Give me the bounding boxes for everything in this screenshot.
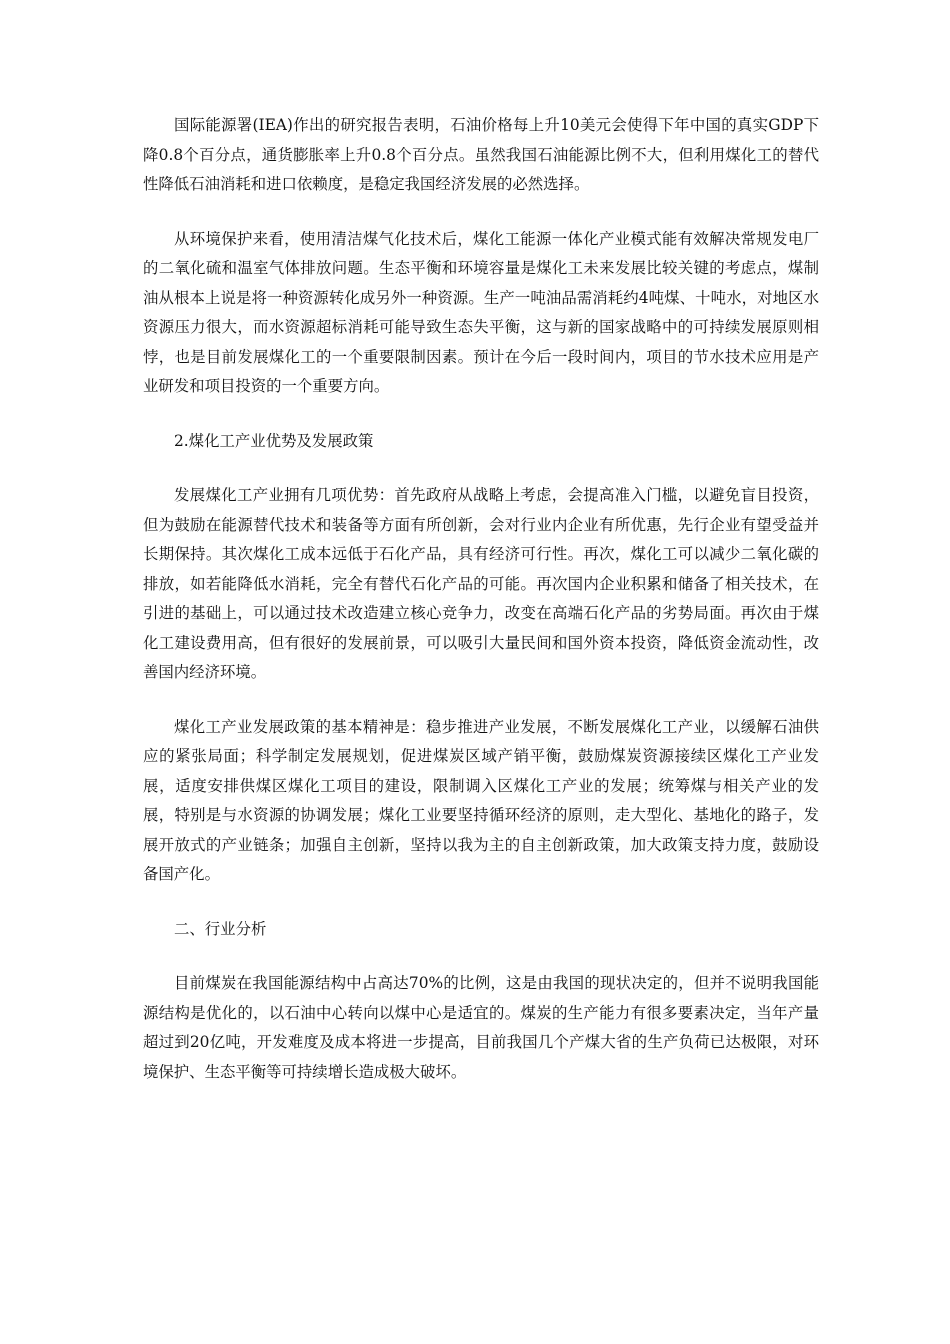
paragraph-policy: 煤化工产业发展政策的基本精神是：稳步推进产业发展，不断发展煤化工产业，以缓解石油供应的紧张局面；科学制定发展规划，促进煤炭区域产销平衡，鼓励煤炭资源接续区煤化工产业发展，适度安排供煤区煤化工项目的建设，限制调入区煤化工产业的发展；统筹煤与相关产业的发展，特别是与水资源的协调发展；煤化工业要坚持循环经济的原则，走大型化、基地化的路子，发展开放式的产业链条；加强自主创新，坚持以我为主的自主创新政策，加大政策支持力度，鼓励设备国产化。 [143,717,819,883]
paragraph-iea-oil-price: 国际能源署(IEA)作出的研究报告表明，石油价格每上升10美元会使得下年中国的真实GDP下降0.8个百分点，通货膨胀率上升0.8个百分点。虽然我国石油能源比例不大，但利用煤化工的替代性降低石油消耗和进口依赖度，是稳定我国经济发展的必然选择。 [143,116,819,193]
paragraph-advantages: 发展煤化工产业拥有几项优势：首先政府从战略上考虑，会提高准入门槛，以避免盲目投资，但为鼓励在能源替代技术和装备等方面有所创新，会对行业内企业有所优惠，先行企业有望受益并长期保持。其次煤化工成本远低于石化产品，具有经济可行性。再次，煤化工可以减少二氧化碳的排放，如若能降低水消耗，完全有替代石化产品的可能。再次国内企业积累和储备了相关技术，在引进的基础上，可以通过技术改造建立核心竞争力，改变在高端石化产品的劣势局面。再次由于煤化工建设费用高，但有很好的发展前景，可以吸引大量民间和国外资本投资，降低资金流动性，改善国内经济环境。 [143,486,819,681]
document-body [143,111,819,1112]
section-heading-industry-analysis: 二、行业分析 [174,919,267,938]
section-heading-advantages-policy: 2.煤化工产业优势及发展政策 [174,431,374,450]
paragraph-environment: 从环境保护来看，使用清洁煤气化技术后，煤化工能源一体化产业模式能有效解决常规发电厂的二氧化硫和温室气体排放问题。生态平衡和环境容量是煤化工未来发展比较关键的考虑点，煤制油从根本上说是将一种资源转化成另外一种资源。生产一吨油品需消耗约4吨煤、十吨水，对地区水资源压力很大，而水资源超标消耗可能导致生态失平衡，这与新的国家战略中的可持续发展原则相悖，也是目前发展煤化工的一个重要限制因素。预计在今后一段时间内，项目的节水技术应用是产业研发和项目投资的一个重要方向。 [143,229,819,395]
paragraph-coal-structure: 目前煤炭在我国能源结构中占高达70%的比例，这是由我国的现状决定的，但并不说明我国能源结构是优化的，以石油中心转向以煤中心是适宜的。煤炭的生产能力有很多要素决定，当年产量超过到20亿吨，开发难度及成本将进一步提高，目前我国几个产煤大省的生产负荷已达极限，对环境保护、生态平衡等可持续增长造成极大破坏。 [143,974,819,1081]
